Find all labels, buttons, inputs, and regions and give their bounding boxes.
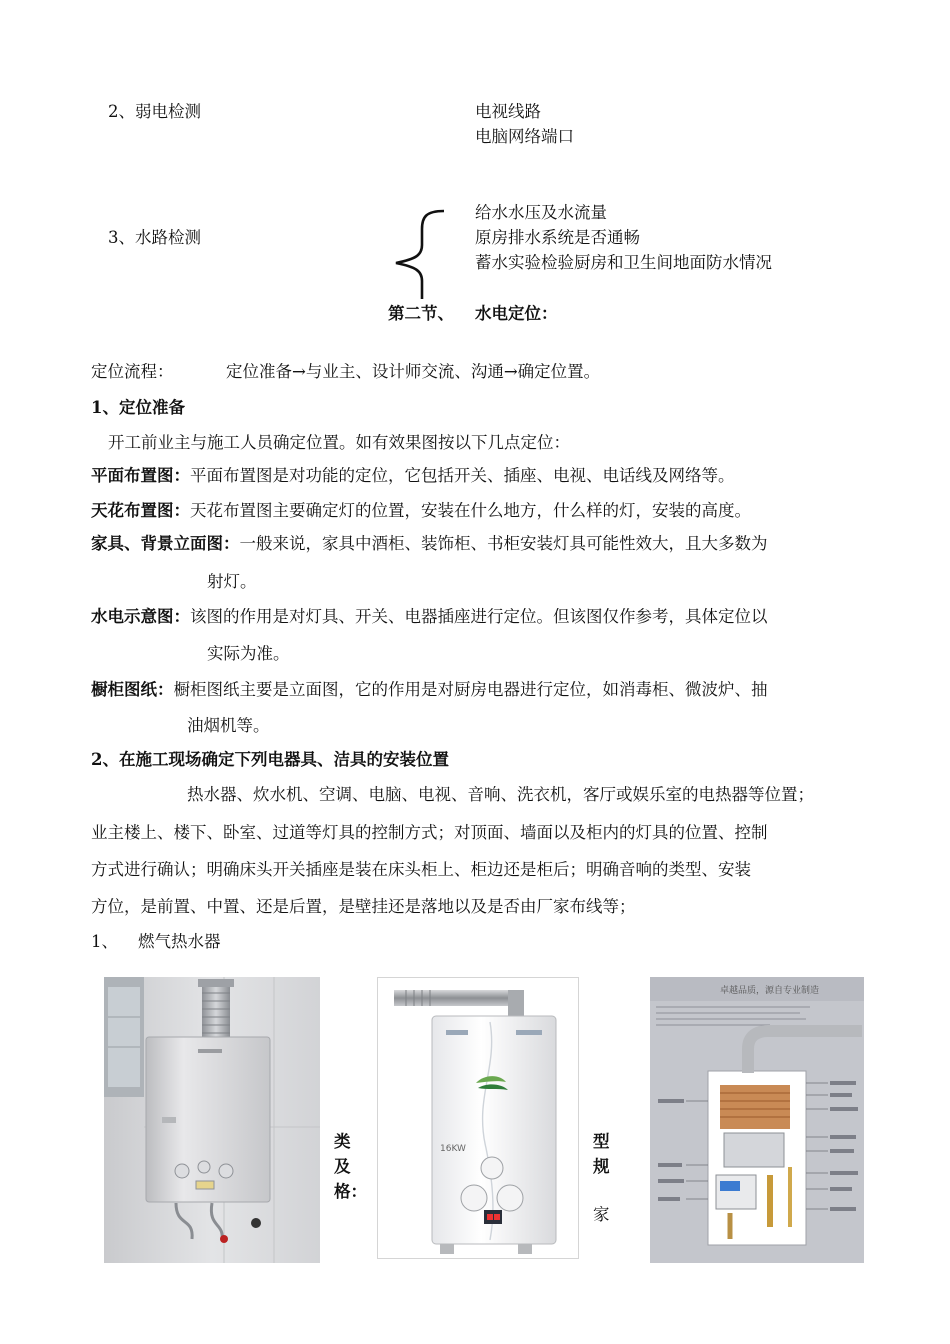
prep-heading: 1、定位准备 (91, 398, 185, 417)
site-heading: 2、在施工现场确定下列电器具、洁具的安装位置 (91, 750, 449, 769)
heater-side-right: 规 (593, 1157, 610, 1176)
site-line: 方位，是前置、中置、还是后置，是壁挂还是落地以及是否由厂家布线等； (91, 897, 636, 916)
heater-side-right: 型 (593, 1132, 610, 1151)
prep-item-term: 家具、背景立面图： (91, 534, 240, 553)
water-item: 给水水压及水流量 (475, 203, 607, 222)
site-line: 方式进行确认；明确床头开关插座是装在床头柜上、柜边还是柜后；明确音响的类型、安装 (91, 860, 751, 879)
section-number: 第二节、 (388, 304, 454, 323)
prep-intro: 开工前业主与施工人员确定位置。如有效果图按以下几点定位： (108, 433, 570, 452)
prep-item (91, 462, 735, 486)
product-power-label: 16KW (440, 1144, 466, 1154)
prep-item-term: 平面布置图： (91, 466, 190, 485)
prep-item-text: 该图的作用是对灯具、开关、电器插座进行定位。但该图仅作参考，具体定位以 (190, 607, 768, 626)
prep-item (91, 676, 768, 700)
heater-title: 燃气热水器 (138, 932, 221, 951)
heater-diagram-photo (650, 977, 864, 1263)
prep-item-text: 天花布置图主要确定灯的位置，安装在什么地方，什么样的灯，安装的高度。 (190, 501, 751, 520)
weak-current-label: 2、弱电检测 (108, 102, 201, 121)
weak-current-item: 电视线路 (475, 102, 541, 121)
prep-item-text: 平面布置图是对功能的定位，它包括开关、插座、电视、电话线及网络等。 (190, 466, 735, 485)
heater-product-photo (377, 977, 579, 1259)
water-label: 3、水路检测 (108, 228, 201, 247)
heater-side-left: 类 (334, 1132, 351, 1151)
site-line: 业主楼上、楼下、卧室、过道等灯具的控制方式；对顶面、墙面以及柜内的灯具的位置、控制 (91, 823, 768, 842)
site-line: 热水器、炊水机、空调、电脑、电视、音响、洗衣机，客厅或娱乐室的电热器等位置； (187, 785, 814, 804)
prep-item-text: 一般来说，家具中酒柜、装饰柜、书柜安装灯具可能性效大，且大多数为 (239, 534, 768, 553)
prep-item-term: 水电示意图： (91, 607, 190, 626)
prep-item-term: 天花布置图： (91, 501, 190, 520)
section-title: 水电定位： (475, 304, 558, 323)
prep-item-term: 橱柜图纸： (91, 680, 174, 699)
prep-item (91, 497, 751, 521)
water-item: 原房排水系统是否通畅 (475, 228, 640, 247)
weak-current-item: 电脑网络端口 (475, 127, 574, 146)
prep-item (91, 530, 768, 554)
curly-brace-icon (388, 205, 448, 307)
prep-item (91, 603, 768, 627)
water-item: 蓄水实验检验厨房和卫生间地面防水情况 (475, 253, 772, 272)
flow-label: 定位流程： (91, 362, 174, 381)
prep-item-continuation: 射灯。 (207, 572, 257, 591)
heater-side-left: 及 (334, 1157, 351, 1176)
heater-side-right: 家 (593, 1205, 610, 1224)
prep-item-continuation: 实际为准。 (207, 644, 290, 663)
heater-number: 1、 (91, 932, 118, 951)
heater-side-left: 格： (334, 1182, 367, 1201)
flow-text: 定位准备→与业主、设计师交流、沟通→确定位置。 (226, 362, 601, 381)
diagram-heading: 卓越品质，源自专业制造 (720, 986, 820, 996)
prep-item-continuation: 油烟机等。 (187, 716, 270, 735)
prep-item-text: 橱柜图纸主要是立面图，它的作用是对厨房电器进行定位，如消毒柜、微波炉、抽 (173, 680, 768, 699)
heater-installed-photo (104, 977, 320, 1263)
